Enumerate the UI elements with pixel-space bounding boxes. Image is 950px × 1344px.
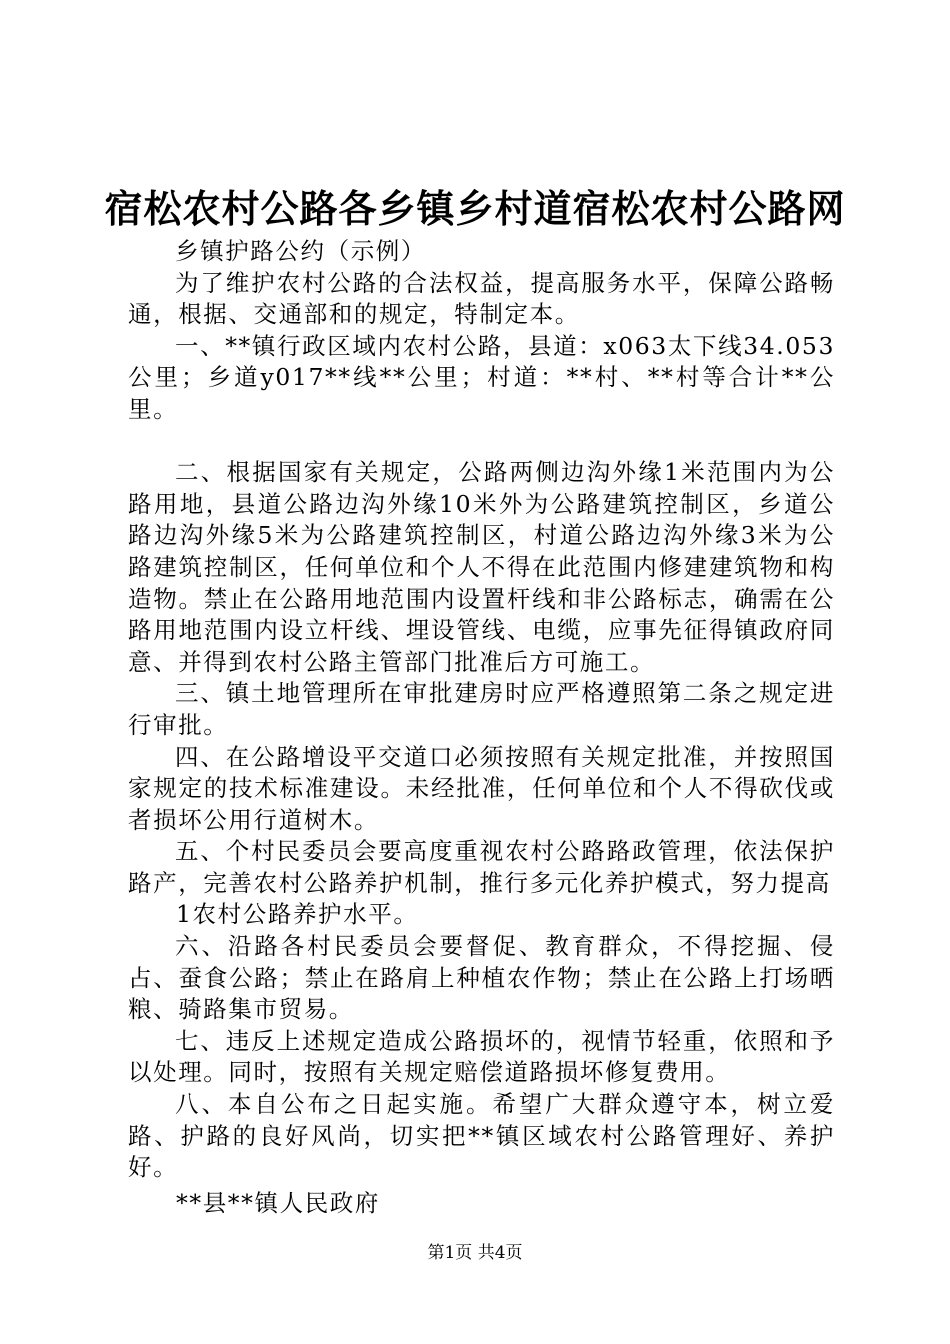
article-6-paragraph: 六、沿路各村民委员会要督促、教育群众，不得挖掘、侵占、蚕食公路；禁止在路肩上种植农作物；禁止在公路上打场晒粮、骑路集市贸易。 (128, 932, 835, 1024)
article-5-paragraph: 五、个村民委员会要高度重视农村公路路政管理，依法保护路产，完善农村公路养护机制，推行多元化养护模式，努力提高 (128, 837, 835, 897)
page-footer: 第1页 共4页 (427, 1243, 523, 1263)
intro-paragraph: 为了维护农村公路的合法权益，提高服务水平，保障公路畅通，根据、交通部和的规定，特制定本。 (128, 268, 835, 329)
article-3-paragraph: 三、镇土地管理所在审批建房时应严格遵照第二条之规定进行审批。 (128, 679, 835, 739)
document-body (128, 236, 835, 1219)
document-title: 宿松农村公路各乡镇乡村道宿松农村公路网 (104, 186, 846, 231)
article-1-paragraph: 一、**镇行政区域内农村公路，县道：x063太下线34.053公里；乡道y017**线**公里；村道：**村、**村等合计**公里。 (128, 331, 835, 423)
article-8-paragraph: 八、本自公布之日起实施。希望广大群众遵守本，树立爱路、护路的良好风尚，切实把**镇区域农村公路管理好、养护好。 (128, 1090, 835, 1182)
signature: **县**镇人民政府 (176, 1188, 380, 1217)
article-2-paragraph: 二、根据国家有关规定，公路两侧边沟外缘1米范围内为公路用地，县道公路边沟外缘10米外为公路建筑控制区，乡道公路边沟外缘5米为公路建筑控制区，村道公路边沟外缘3米为公路建筑控制区，任何单位和个人不得在此范围内修建建筑物和构造物。禁止在公路用地范围内设置杆线和非公路标志，确需在公路用地范围内设立杆线、埋设管线、电缆，应事先征得镇政府同意、并得到农村公路主管部门批准后方可施工。 (128, 458, 835, 676)
article-7-paragraph: 七、违反上述规定造成公路损坏的，视情节轻重，依照和予以处理。同时，按照有关规定赔偿道路损坏修复费用。 (128, 1026, 835, 1087)
article-4-paragraph: 四、在公路增设平交道口必须按照有关规定批准，并按照国家规定的技术标准建设。未经批准，任何单位和个人不得砍伐或者损坏公用行道树木。 (128, 742, 835, 834)
article-5-continuation: 1农村公路养护水平。 (176, 900, 419, 929)
subtitle-paragraph: 乡镇护路公约（示例） (175, 237, 426, 265)
